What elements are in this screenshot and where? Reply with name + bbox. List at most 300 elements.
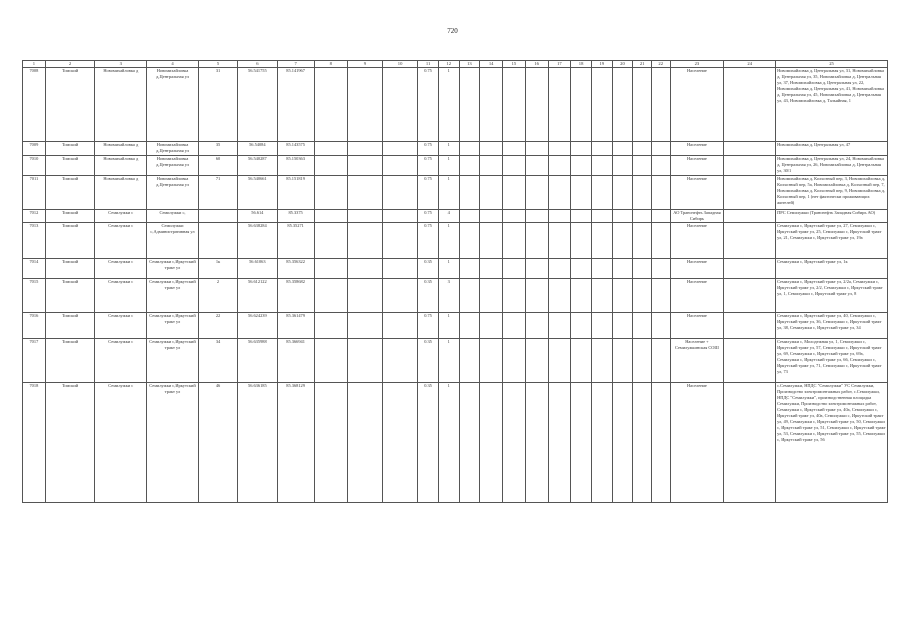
cell-address: Новомихайловка д,Центральная ул (147, 142, 199, 156)
cell-empty (383, 142, 418, 156)
cell-empty (591, 259, 612, 279)
cell-id: 7014 (23, 259, 46, 279)
cell-empty (459, 259, 480, 279)
cell-status: Население (670, 259, 724, 279)
cell-count: 1 (438, 223, 459, 259)
cell-empty (548, 383, 571, 503)
cell-detail: Новомихайловка д, Центральная ул, 24, Новомихайловка д, Центральная ул, 26, Новомихайловка д, Центральная ул, 30/1 (776, 156, 888, 176)
cell-empty (314, 142, 347, 156)
header-cell: 16 (525, 61, 548, 68)
cell-empty (459, 313, 480, 339)
cell-detail: Семилужки с, Иркутский тракт ул, 27, Семилужки с, Иркутский тракт ул, 25, Семилужки с, Иркутский тракт ул, 21, Семилужки с, Иркутский тракт ул, 19а (776, 223, 888, 259)
cell-region: Томский (45, 279, 95, 313)
cell-empty (383, 313, 418, 339)
cell-empty (480, 279, 503, 313)
cell-empty (347, 383, 382, 503)
cell-empty (724, 68, 776, 142)
cell-len: 0.75 (418, 223, 439, 259)
cell-empty (571, 176, 592, 210)
cell-status: Население (670, 176, 724, 210)
cell-empty (314, 68, 347, 142)
cell-empty (314, 313, 347, 339)
cell-locality: Новомихайловка д (95, 156, 147, 176)
cell-empty (459, 156, 480, 176)
cell-empty (651, 223, 670, 259)
header-cell: 2 (45, 61, 95, 68)
cell-empty (591, 210, 612, 223)
cell-empty (651, 279, 670, 313)
cell-count: 1 (438, 176, 459, 210)
header-cell: 19 (591, 61, 612, 68)
cell-region: Томский (45, 383, 95, 503)
cell-empty (633, 313, 652, 339)
cell-locality: Семилужки с (95, 223, 147, 259)
cell-id: 7018 (23, 383, 46, 503)
header-cell: 25 (776, 61, 888, 68)
cell-empty (480, 68, 503, 142)
table-row (23, 313, 888, 339)
cell-empty (633, 142, 652, 156)
cell-empty (633, 210, 652, 223)
cell-house: 34 (198, 339, 237, 383)
cell-lon: 85.368129 (277, 383, 314, 503)
cell-lat: 56.54084 (238, 142, 277, 156)
cell-empty (571, 210, 592, 223)
cell-empty (347, 142, 382, 156)
cell-empty (383, 259, 418, 279)
cell-len: 0.35 (418, 279, 439, 313)
cell-empty (612, 68, 633, 142)
cell-address: Семилужки с,Иркутский тракт ул (147, 339, 199, 383)
cell-empty (612, 210, 633, 223)
cell-empty (383, 210, 418, 223)
cell-detail: Новомихайловка д, Центральная ул, 31, Новомихайловка д, Центральная ул, 35, Новомихайловка д, Центральная ул, 37, Новомихайловка д, Центральная ул, 22, Новомихайловка д, Центральная ул, 41, Новомихайловка д, Центральная ул, 45, Новомихайловка д, Центральная ул, 43, Новомихайловка д, Тальяйная, 1 (776, 68, 888, 142)
cell-empty (651, 210, 670, 223)
cell-empty (383, 68, 418, 142)
cell-lat: 56.638284 (238, 223, 277, 259)
cell-empty (651, 142, 670, 156)
cell-lon: 85.358682 (277, 279, 314, 313)
header-row (23, 61, 888, 68)
cell-count: 1 (438, 156, 459, 176)
header-cell: 5 (198, 61, 237, 68)
cell-house: 1к (198, 259, 237, 279)
cell-count: 1 (438, 259, 459, 279)
cell-detail: Семилужки с, Молодежная ул, 1, Семилужки с, Иркутский тракт ул, 57, Семилужки с, Иркутский тракт ул, 69, Семилужки с, Иркутский тракт ул, 69а, Семилужки с, Иркутский тракт ул, 66, Семилужки с, Иркутский тракт ул, 71, Семилужки с, Иркутский тракт ул, 73 (776, 339, 888, 383)
cell-empty (314, 223, 347, 259)
cell-empty (314, 339, 347, 383)
cell-empty (525, 339, 548, 383)
cell-empty (525, 313, 548, 339)
table-row (23, 156, 888, 176)
cell-region: Томский (45, 259, 95, 279)
cell-len: 0.75 (418, 176, 439, 210)
cell-empty (633, 259, 652, 279)
cell-region: Томский (45, 142, 95, 156)
header-cell: 9 (347, 61, 382, 68)
cell-region: Томский (45, 223, 95, 259)
cell-empty (525, 156, 548, 176)
header-cell: 6 (238, 61, 277, 68)
cell-status: Население (670, 156, 724, 176)
cell-empty (612, 279, 633, 313)
table-row (23, 68, 888, 142)
cell-id: 7011 (23, 176, 46, 210)
cell-empty (383, 279, 418, 313)
cell-empty (571, 156, 592, 176)
cell-lon: 85.35271 (277, 223, 314, 259)
header-cell: 13 (459, 61, 480, 68)
cell-empty (503, 223, 526, 259)
cell-locality: Семилужки с (95, 279, 147, 313)
cell-empty (314, 176, 347, 210)
cell-count: 1 (438, 142, 459, 156)
cell-empty (314, 156, 347, 176)
cell-len: 0.35 (418, 339, 439, 383)
cell-empty (525, 279, 548, 313)
cell-empty (612, 156, 633, 176)
cell-empty (591, 156, 612, 176)
cell-empty (724, 142, 776, 156)
cell-house: 2 (198, 279, 237, 313)
table-row (23, 210, 888, 223)
cell-empty (651, 339, 670, 383)
cell-region: Томский (45, 339, 95, 383)
cell-empty (480, 176, 503, 210)
header-cell: 18 (571, 61, 592, 68)
cell-empty (525, 142, 548, 156)
cell-empty (503, 156, 526, 176)
cell-count: 1 (438, 339, 459, 383)
cell-empty (548, 68, 571, 142)
cell-empty (314, 259, 347, 279)
cell-empty (548, 279, 571, 313)
cell-status: Население (670, 223, 724, 259)
cell-len: 0.75 (418, 156, 439, 176)
cell-empty (459, 383, 480, 503)
cell-empty (459, 142, 480, 156)
cell-empty (548, 176, 571, 210)
cell-status: Население + Семилужкинская СОШ (670, 339, 724, 383)
cell-count: 3 (438, 279, 459, 313)
cell-owner: АО Транснефть Западная Сибирь (670, 210, 724, 223)
cell-locality: Семилужки с (95, 383, 147, 503)
cell-region: Томский (45, 176, 95, 210)
cell-empty (347, 210, 382, 223)
cell-len: 0.75 (418, 210, 439, 223)
cell-locality: Новомихайловка д (95, 142, 147, 156)
header-cell: 8 (314, 61, 347, 68)
cell-empty (525, 176, 548, 210)
cell-address: Новомихайловка д,Центральная ул (147, 68, 199, 142)
cell-empty (591, 223, 612, 259)
cell-id: 7013 (23, 223, 46, 259)
cell-empty (724, 383, 776, 503)
cell-empty (383, 176, 418, 210)
cell-empty (383, 156, 418, 176)
cell-address: Семилужки с,Административная ул (147, 223, 199, 259)
cell-empty (633, 68, 652, 142)
cell-lon: 85.150363 (277, 156, 314, 176)
cell-empty (347, 313, 382, 339)
cell-empty (525, 383, 548, 503)
cell-empty (571, 313, 592, 339)
table-row (23, 176, 888, 210)
header-cell: 12 (438, 61, 459, 68)
cell-lon: 85.366941 (277, 339, 314, 383)
cell-empty (347, 68, 382, 142)
cell-empty (651, 383, 670, 503)
header-cell: 11 (418, 61, 439, 68)
cell-status: Население (670, 279, 724, 313)
cell-empty (459, 68, 480, 142)
cell-empty (525, 68, 548, 142)
cell-address: Семилужки с,Иркутский тракт ул (147, 313, 199, 339)
cell-count: 1 (438, 313, 459, 339)
cell-detail: с.Семилужки, НПДС "Семилужки" УС Семилужки, Производство электромонтажных работ, с.Семилужки, НПДС "Семилужки", производственная площадка Семилужки, Производство электромонтажных работ, Семилужки с, Иркутский тракт ул, 40а, Семилужки с, Иркутский тракт ул, 40а, Семилужки с, Иркутский тракт ул, 49, Семилужки с, Иркутский тракт ул, 50, Семилужки с, Иркутский тракт ул, 51, Семилужки с, Иркутский тракт ул, 53, Семилужки с, Иркутский тракт ул, 55, Семилужки с, Иркутский тракт ул, 56 (776, 383, 888, 503)
cell-lat: 56.540287 (238, 156, 277, 176)
cell-empty (633, 156, 652, 176)
cell-empty (459, 210, 480, 223)
cell-detail: Семилужки с, Иркутский тракт ул, 40, Семилужки с, Иркутский тракт ул, 36, Семилужки с, Иркутский тракт ул, 38, Семилужки с, Иркутский тракт ул, 34 (776, 313, 888, 339)
table-row (23, 142, 888, 156)
cell-empty (571, 223, 592, 259)
header-cell: 4 (147, 61, 199, 68)
cell-empty (480, 223, 503, 259)
cell-lat: 56.636185 (238, 383, 277, 503)
cell-len: 0.75 (418, 68, 439, 142)
cell-empty (612, 313, 633, 339)
cell-empty (612, 223, 633, 259)
cell-empty (724, 210, 776, 223)
cell-region: Томский (45, 210, 95, 223)
cell-empty (347, 223, 382, 259)
cell-empty (633, 176, 652, 210)
cell-empty (633, 279, 652, 313)
cell-region: Томский (45, 313, 95, 339)
header-cell: 7 (277, 61, 314, 68)
cell-empty (591, 383, 612, 503)
cell-empty (591, 279, 612, 313)
cell-empty (591, 176, 612, 210)
cell-detail: Семилужки с, Иркутский тракт ул, 1к (776, 259, 888, 279)
header-cell: 14 (480, 61, 503, 68)
cell-house: 60 (198, 156, 237, 176)
table-row (23, 223, 888, 259)
cell-lat: 56.61063 (238, 259, 277, 279)
cell-empty (480, 383, 503, 503)
cell-region: Томский (45, 68, 95, 142)
table-row (23, 339, 888, 383)
cell-empty (525, 223, 548, 259)
cell-empty (548, 223, 571, 259)
cell-empty (503, 383, 526, 503)
cell-empty (571, 383, 592, 503)
header-cell: 15 (503, 61, 526, 68)
cell-empty (548, 142, 571, 156)
cell-empty (571, 279, 592, 313)
header-cell: 10 (383, 61, 418, 68)
cell-address: Семилужки с,Иркутский тракт ул (147, 383, 199, 503)
cell-id: 7008 (23, 68, 46, 142)
cell-address: Новомихайловка д,Центральная ул (147, 176, 199, 210)
cell-empty (503, 142, 526, 156)
cell-empty (591, 68, 612, 142)
cell-empty (503, 259, 526, 279)
cell-empty (480, 156, 503, 176)
cell-id: 7012 (23, 210, 46, 223)
cell-lat: 56.541755 (238, 68, 277, 142)
cell-empty (503, 68, 526, 142)
cell-lat: 56.614 (238, 210, 277, 223)
cell-empty (347, 156, 382, 176)
cell-address: Новомихайловка д,Центральная ул (147, 156, 199, 176)
cell-empty (314, 383, 347, 503)
header-cell: 24 (724, 61, 776, 68)
cell-empty (651, 176, 670, 210)
cell-status: Население (670, 313, 724, 339)
cell-lat: 56.540661 (238, 176, 277, 210)
cell-region: Томский (45, 156, 95, 176)
cell-empty (548, 313, 571, 339)
cell-empty (571, 339, 592, 383)
cell-empty (503, 279, 526, 313)
register-table (22, 60, 888, 503)
cell-empty (548, 210, 571, 223)
cell-empty (383, 383, 418, 503)
cell-empty (651, 313, 670, 339)
header-cell: 20 (612, 61, 633, 68)
cell-len: 0.75 (418, 313, 439, 339)
cell-empty (525, 210, 548, 223)
cell-empty (503, 339, 526, 383)
header-cell: 17 (548, 61, 571, 68)
page-number: 720 (447, 27, 458, 35)
cell-lat: 56.612122 (238, 279, 277, 313)
cell-empty (571, 68, 592, 142)
cell-empty (724, 223, 776, 259)
cell-address: Семилужки с,Иркутский тракт ул (147, 259, 199, 279)
cell-lon: 85.3375 (277, 210, 314, 223)
cell-locality: Семилужки с (95, 259, 147, 279)
cell-empty (525, 259, 548, 279)
cell-empty (651, 259, 670, 279)
table-row (23, 383, 888, 503)
cell-empty (612, 339, 633, 383)
cell-lon: 85.141967 (277, 68, 314, 142)
cell-empty (459, 176, 480, 210)
cell-empty (347, 176, 382, 210)
cell-empty (612, 142, 633, 156)
cell-empty (591, 142, 612, 156)
cell-lat: 56.635988 (238, 339, 277, 383)
cell-detail: Семилужки с, Иркутский тракт ул, 2/2а, Семилужки с, Иркутский тракт ул, 2/2, Семилужки с, Иркутский тракт ул, 1, Семилужки с, Иркутский тракт ул, 8 (776, 279, 888, 313)
header-cell: 22 (651, 61, 670, 68)
cell-empty (383, 339, 418, 383)
cell-empty (724, 313, 776, 339)
cell-locality: Новомихайловка д (95, 176, 147, 210)
cell-empty (612, 383, 633, 503)
cell-empty (347, 339, 382, 383)
cell-empty (480, 259, 503, 279)
cell-empty (480, 313, 503, 339)
cell-detail: ПРС Семилужки (Транснефть Западная Сибирь АО) (776, 210, 888, 223)
cell-empty (724, 259, 776, 279)
cell-empty (548, 259, 571, 279)
cell-empty (459, 223, 480, 259)
cell-empty (503, 210, 526, 223)
cell-empty (459, 279, 480, 313)
cell-empty (383, 223, 418, 259)
cell-empty (480, 210, 503, 223)
cell-house: 46 (198, 383, 237, 503)
cell-house: 31 (198, 68, 237, 142)
header-cell: 3 (95, 61, 147, 68)
cell-count: 1 (438, 68, 459, 142)
cell-empty (633, 383, 652, 503)
cell-empty (651, 156, 670, 176)
cell-empty (347, 279, 382, 313)
cell-empty (571, 142, 592, 156)
cell-id: 7009 (23, 142, 46, 156)
cell-status: Население (670, 142, 724, 156)
cell-lon: 85.361479 (277, 313, 314, 339)
header-cell: 21 (633, 61, 652, 68)
cell-len: 0.35 (418, 259, 439, 279)
cell-house: 22 (198, 313, 237, 339)
cell-house: 71 (198, 176, 237, 210)
cell-address: Семилужки с,Иркутский тракт ул (147, 279, 199, 313)
cell-count: 4 (438, 210, 459, 223)
cell-len: 0.75 (418, 142, 439, 156)
cell-empty (503, 313, 526, 339)
cell-empty (651, 68, 670, 142)
cell-locality: Семилужки с (95, 210, 147, 223)
cell-empty (548, 339, 571, 383)
cell-locality: Семилужки с (95, 313, 147, 339)
cell-house (198, 223, 237, 259)
header-cell: 23 (670, 61, 724, 68)
header-cell: 1 (23, 61, 46, 68)
cell-empty (503, 176, 526, 210)
cell-empty (314, 210, 347, 223)
cell-id: 7015 (23, 279, 46, 313)
cell-empty (347, 259, 382, 279)
cell-id: 7017 (23, 339, 46, 383)
cell-empty (633, 223, 652, 259)
cell-id: 7016 (23, 313, 46, 339)
cell-empty (459, 339, 480, 383)
cell-detail: Новомихайловка д, Колхозный пер, 3, Новомихайловка д, Колхозный пер, 5а, Новомихайловка д, Колхозный пер, 7, Новомихайловка д, Колхозный пер, 9, Новомихайловка д, Колхозный пер, 1 (нет фактически проживающих жителей) (776, 176, 888, 210)
cell-empty (724, 176, 776, 210)
cell-house: 35 (198, 142, 237, 156)
cell-status: Население (670, 68, 724, 142)
cell-empty (612, 259, 633, 279)
cell-empty (612, 176, 633, 210)
table-row (23, 279, 888, 313)
cell-empty (724, 339, 776, 383)
cell-empty (571, 259, 592, 279)
cell-address: Семилужки с, (147, 210, 199, 223)
cell-empty (480, 339, 503, 383)
cell-lat: 56.624239 (238, 313, 277, 339)
cell-lon: 85.143575 (277, 142, 314, 156)
cell-house (198, 210, 237, 223)
cell-id: 7010 (23, 156, 46, 176)
cell-locality: Семилужки с (95, 339, 147, 383)
cell-count: 1 (438, 383, 459, 503)
cell-empty (314, 279, 347, 313)
